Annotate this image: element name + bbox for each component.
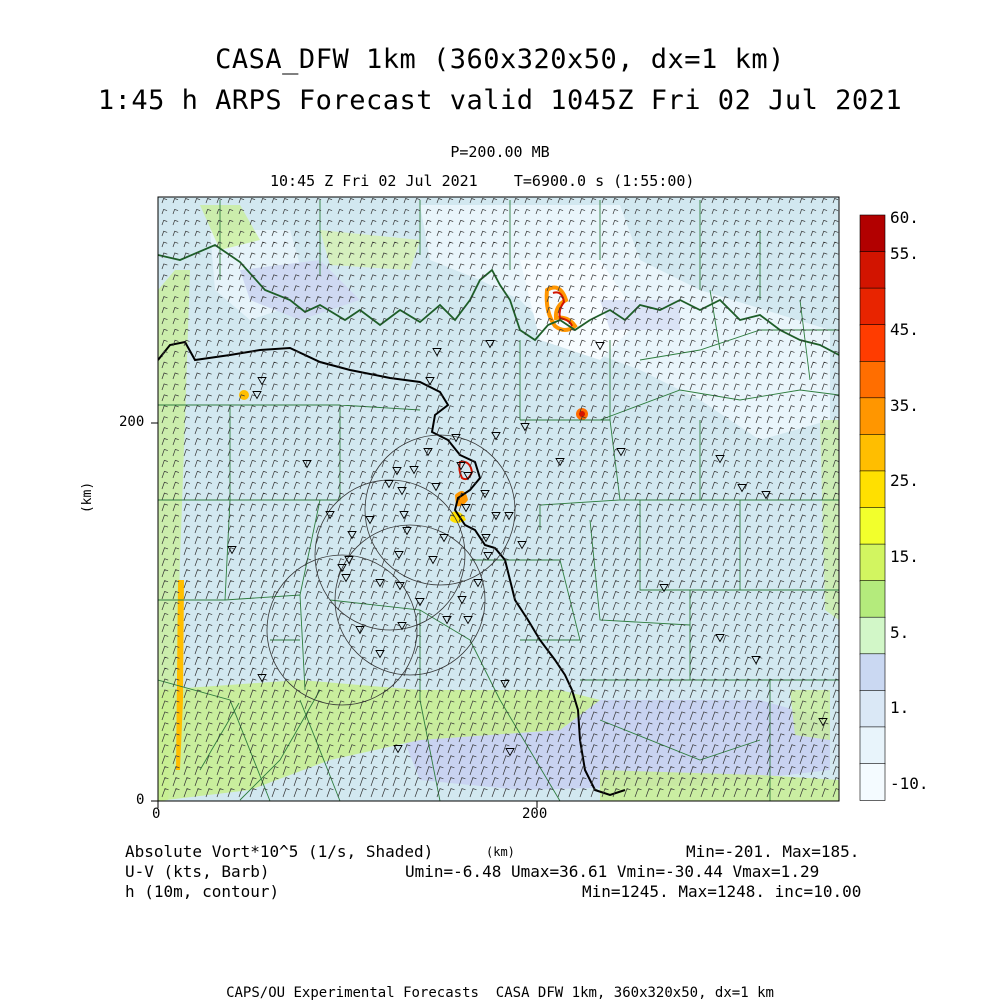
colorbar-swatch	[860, 581, 885, 618]
colorbar	[860, 215, 885, 801]
colorbar-swatch	[860, 215, 885, 252]
colorbar-swatch	[860, 617, 885, 654]
colorbar-swatch	[860, 471, 885, 508]
colorbar-swatch	[860, 252, 885, 289]
colorbar-swatch	[860, 690, 885, 727]
colorbar-swatch	[860, 434, 885, 471]
colorbar-swatch	[860, 325, 885, 362]
colorbar-swatch	[860, 727, 885, 764]
title-line-2: 1:45 h ARPS Forecast valid 1045Z Fri 02 Jul 2021	[97, 85, 903, 116]
title-line-1: CASA_DFW 1km (360x320x50, dx=1 km)	[215, 44, 785, 75]
colorbar-swatch	[860, 508, 885, 545]
height-stats: Min=1245. Max=1248. inc=10.00	[582, 882, 862, 901]
valid-time: 10:45 Z Fri 02 Jul 2021 T=6900.0 s (1:55:00)	[270, 172, 695, 190]
legend-field-wind: U-V (kts, Barb)	[125, 862, 270, 881]
colorbar-label-15: 15.	[890, 547, 919, 566]
colorbar-swatch	[860, 398, 885, 435]
x-tick-200: 200	[522, 806, 548, 822]
colorbar-label-5: 5.	[890, 623, 910, 642]
pressure-level: P=200.00 MB	[450, 143, 550, 161]
colorbar-swatch	[860, 544, 885, 581]
colorbar-label-minus-10: -10.	[890, 774, 929, 793]
colorbar-label-60: 60.	[890, 208, 919, 227]
y-axis-label: (km)	[80, 481, 96, 514]
y-tick-200: 200	[119, 414, 145, 430]
legend-field-vorticity: Absolute Vort*10^5 (1/s, Shaded)	[125, 842, 434, 861]
colorbar-label-45: 45.	[890, 320, 919, 339]
colorbar-label-1: 1.	[890, 698, 910, 717]
wind-stats: Umin=-6.48 Umax=36.61 Vmin=-30.44 Vmax=1.29	[405, 862, 820, 881]
colorbar-label-25: 25.	[890, 471, 919, 490]
y-tick-0: 0	[136, 792, 145, 808]
legend-field-height: h (10m, contour)	[125, 882, 280, 901]
plot-area	[158, 197, 840, 801]
vorticity-stats: Min=-201. Max=185.	[686, 842, 860, 861]
x-tick-0: 0	[152, 806, 161, 822]
colorbar-swatch	[860, 763, 885, 800]
colorbar-swatch	[860, 288, 885, 325]
colorbar-swatch	[860, 654, 885, 691]
colorbar-swatch	[860, 361, 885, 398]
credit-line: CAPS/OU Experimental Forecasts CASA DFW 1km, 360x320x50, dx=1 km	[226, 985, 774, 1001]
colorbar-label-35: 35.	[890, 396, 919, 415]
x-axis-label: (km)	[486, 845, 515, 859]
colorbar-label-55: 55.	[890, 244, 919, 263]
